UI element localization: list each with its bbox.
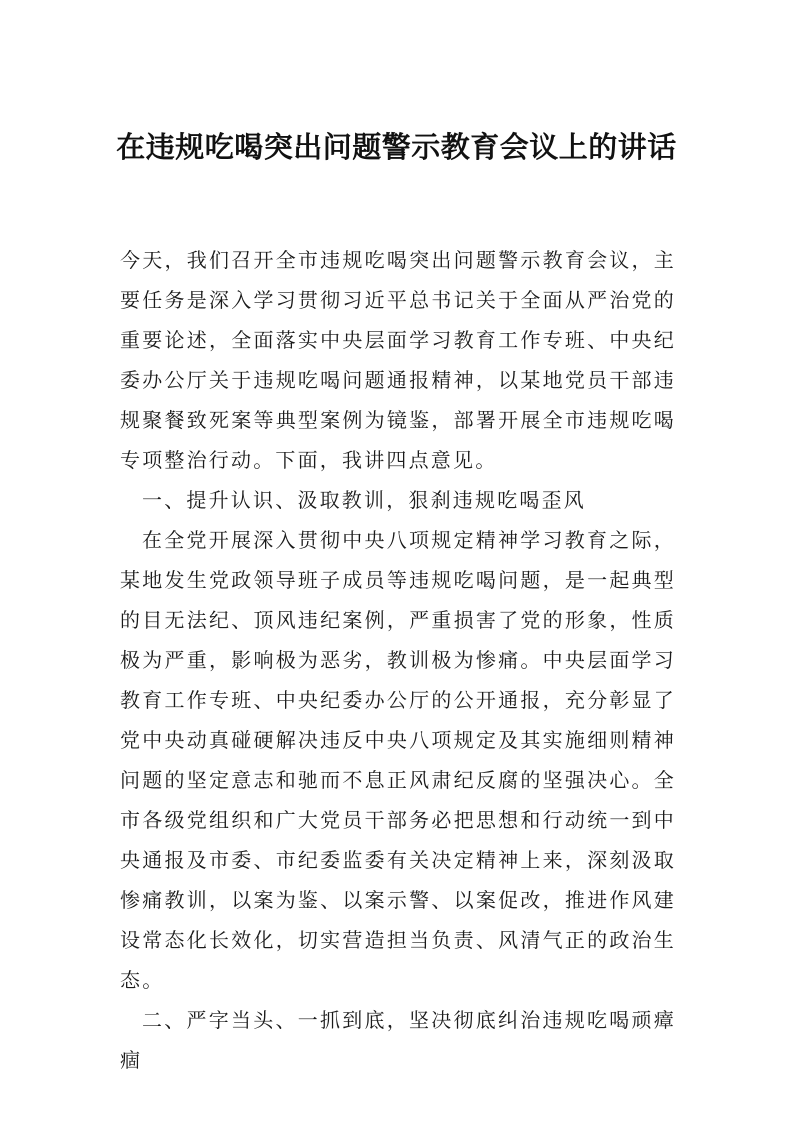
document-title: 在违规吃喝突出问题警示教育会议上的讲话 [116,130,677,164]
section-heading-2: 二、严字当头、一抓到底，坚决彻底纠治违规吃喝顽瘴痼 [120,1008,676,1072]
paragraph-intro: 今天，我们召开全市违规吃喝突出问题警示教育会议，主要任务是深入学习贯彻习近平总书记关于全面从严治党的重要论述，全面落实中央层面学习教育工作专班、中央纪委办公厅关于违规吃喝问题通报精神，以某地党员干部违规聚餐致死案等典型案例为镜鉴，部署开展全市违规吃喝专项整治行动。下面，我讲四点意见。 [120,248,676,472]
section-heading-1: 一、提升认识、汲取教训，狠刹违规吃喝歪风 [142,488,586,512]
document-body [120,240,676,1080]
paragraph-section-1: 在全党开展深入贯彻中央八项规定精神学习教育之际，某地发生党政领导班子成员等违规吃喝问题，是一起典型的目无法纪、顶风违纪案例，严重损害了党的形象，性质极为严重，影响极为恶劣，教训极为惨痛。中央层面学习教育工作专班、中央纪委办公厅的公开通报，充分彰显了党中央动真碰硬解决违反中央八项规定及其实施细则精神问题的坚定意志和驰而不息正风肃纪反腐的坚强决心。全市各级党组织和广大党员干部务必把思想和行动统一到中央通报及市委、市纪委监委有关决定精神上来，深刻汲取惨痛教训，以案为鉴、以案示警、以案促改，推进作风建设常态化长效化，切实营造担当负责、风清气正的政治生态。 [120,528,676,992]
